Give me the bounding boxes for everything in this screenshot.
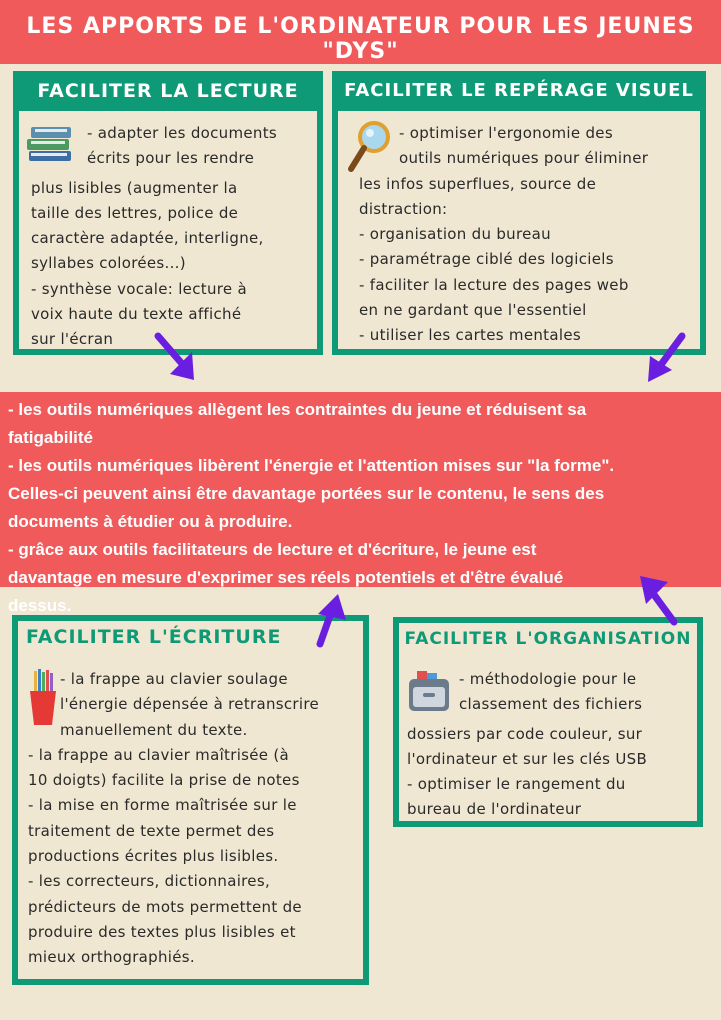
card-text-line: manuellement du texte.	[60, 720, 248, 739]
card-text-line: mieux orthographiés.	[28, 948, 195, 967]
card-text-line: caractère adaptée, interligne,	[31, 229, 264, 248]
card-text-line: - faciliter la lecture des pages web	[359, 275, 629, 294]
card-text-line: - paramétrage ciblé des logiciels	[359, 250, 614, 269]
card-text-line: traitement de texte permet des	[28, 821, 275, 840]
summary-line: davantage en mesure d'exprimer ses réels potentiels et d'être évalué	[8, 568, 564, 587]
card-text-line: - méthodologie pour le	[459, 670, 637, 688]
card-text-line: - la frappe au clavier maîtrisée (à	[28, 745, 290, 764]
card-text-line: écrits pour les rendre	[87, 149, 255, 168]
card-text-line: les infos superflues, source de	[359, 174, 597, 193]
card-text-line: - organisation du bureau	[359, 225, 551, 244]
card-organisation-title: FACILITER L'ORGANISATION	[404, 629, 692, 649]
arrow-down-right-icon	[636, 330, 696, 390]
summary-line: - grâce aux outils facilitateurs de lecture et d'écriture, le jeune est	[8, 540, 537, 559]
card-lecture	[13, 71, 323, 355]
card-ecriture	[12, 615, 369, 985]
header-band	[0, 0, 721, 64]
card-text-line: - la mise en forme maîtrisée sur le	[28, 796, 297, 815]
card-text-line: outils numériques pour éliminer	[399, 149, 649, 168]
card-text-line: - utiliser les cartes mentales	[359, 326, 581, 345]
card-text-line: - la frappe au clavier soulage	[60, 670, 288, 688]
card-text-line: produire des textes plus lisibles et	[28, 922, 296, 941]
arrow-down-left-icon	[148, 330, 208, 390]
card-reperage-title: FACILITER LE REPÉRAGE VISUEL	[332, 71, 706, 111]
summary-line: Celles-ci peuvent ainsi être davantage portées sur le contenu, le sens des	[8, 484, 605, 503]
card-organisation-body	[407, 667, 689, 823]
summary-banner	[0, 392, 721, 615]
card-reperage-body	[359, 121, 692, 349]
card-text-line: syllabes colorées...)	[31, 254, 186, 273]
summary-line: - les outils numériques libèrent l'énergie et l'attention mises sur "la forme".	[8, 456, 615, 475]
card-organisation	[393, 617, 703, 827]
card-lecture-body	[31, 121, 309, 353]
card-text-line: voix haute du texte affiché	[31, 305, 242, 324]
card-text-line: prédicteurs de mots permettent de	[28, 897, 302, 916]
card-lecture-title: FACILITER LA LECTURE	[13, 71, 323, 111]
card-text-line: productions écrites plus lisibles.	[28, 847, 279, 866]
card-text-line: distraction:	[359, 199, 448, 218]
summary-text	[8, 396, 708, 620]
card-text-line: plus lisibles (augmenter la	[31, 178, 238, 197]
card-text-line: en ne gardant que l'essentiel	[359, 301, 587, 320]
card-text-line: - optimiser l'ergonomie des	[399, 124, 613, 142]
summary-line: fatigabilité	[8, 428, 94, 447]
summary-line: dessus.	[8, 596, 72, 615]
card-text-line: l'énergie dépensée à retranscrire	[60, 695, 320, 714]
card-text-line: - optimiser le rangement du	[407, 775, 626, 794]
page-title: LES APPORTS DE L'ORDINATEUR POUR LES JEUNES "DYS"	[26, 14, 695, 64]
card-text-line: l'ordinateur et sur les clés USB	[407, 749, 648, 768]
card-text-line: - adapter les documents	[87, 124, 278, 142]
card-reperage	[332, 71, 706, 355]
arrow-up-right-icon	[628, 568, 688, 628]
card-text-line: sur l'écran	[31, 330, 114, 349]
card-text-line: - les correcteurs, dictionnaires,	[28, 872, 271, 891]
card-text-line: dossiers par code couleur, sur	[407, 724, 643, 743]
card-text-line: taille des lettres, police de	[31, 203, 239, 222]
card-text-line: bureau de l'ordinateur	[407, 800, 582, 819]
summary-line: - les outils numériques allègent les contraintes du jeune et réduisent sa	[8, 400, 587, 419]
summary-line: documents à étudier ou à produire.	[8, 512, 293, 531]
card-ecriture-title: FACILITER L'ÉCRITURE	[26, 626, 282, 648]
card-ecriture-body	[28, 667, 361, 971]
arrow-up-left-icon	[298, 590, 358, 650]
card-text-line: classement des fichiers	[459, 695, 643, 714]
card-text-line: 10 doigts) facilite la prise de notes	[28, 771, 300, 790]
card-text-line: - synthèse vocale: lecture à	[31, 279, 247, 298]
